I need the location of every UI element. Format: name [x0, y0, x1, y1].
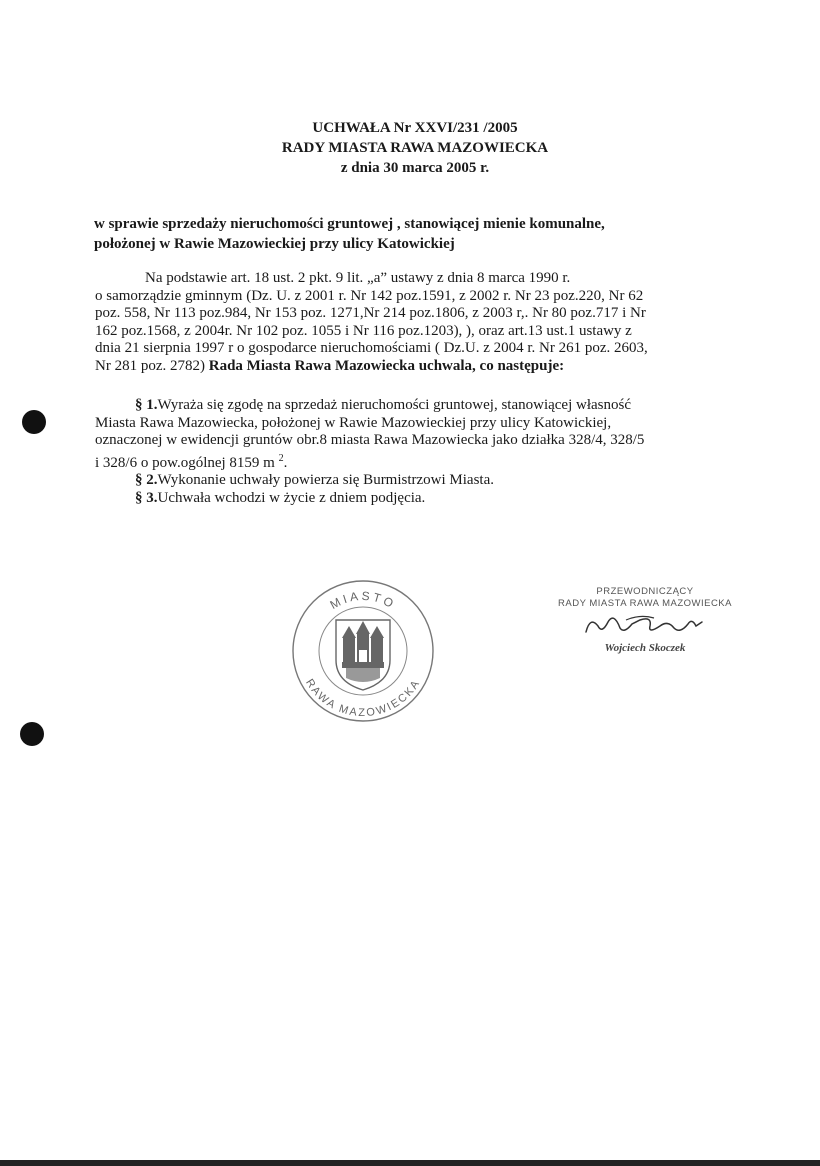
resolution-body [95, 270, 705, 507]
resolution-number: UCHWAŁA Nr XXVI/231 /2005 [312, 120, 518, 136]
section-2-label: § 2. [135, 472, 158, 488]
enacting-clause: Rada Miasta Rawa Mazowiecka uchwala, co następuje: [208, 357, 565, 374]
section-1-label: § 1. [135, 397, 158, 413]
punch-hole-bottom [20, 722, 44, 746]
preamble-line-1: Na podstawie art. 18 ust. 2 pkt. 9 lit. „a” ustawy z dnia 8 marca 1990 r. [145, 270, 571, 286]
subject-line-2: położonej w Rawie Mazowieckiej przy ulicy Katowickiej [94, 236, 455, 252]
section-3-label: § 3. [135, 489, 158, 506]
section-2: § 2.Wykonanie uchwały powierza się Burmistrzowi Miasta. [135, 472, 495, 488]
preamble-line-4: 162 poz.1568, z 2004r. Nr 102 poz. 1055 i Nr 116 poz.1203), ), oraz art.13 ust.1 ustawy z [95, 322, 632, 339]
council-name: RADY MIASTA RAWA MAZOWIECKA [281, 140, 549, 156]
chairman-council: RADY MIASTA RAWA MAZOWIECKA [558, 598, 732, 609]
preamble-line-5: dnia 21 sierpnia 1997 r o gospodarce nieruchomościami ( Dz.U. z 2004 r. Nr 261 poz. 2603, [95, 340, 648, 356]
resolution-header [200, 118, 630, 178]
section-3: § 3.Uchwała wchodzi w życie z dniem podjęcia. [135, 489, 426, 506]
resolution-date: z dnia 30 marca 2005 r. [340, 160, 490, 176]
section-1-line-3: oznaczonej w ewidencji gruntów obr.8 miasta Rawa Mazowiecka jako działka 328/4, 328/5 [95, 432, 645, 448]
city-seal [290, 578, 436, 724]
preamble-line-3: poz. 558, Nr 113 poz.984, Nr 153 poz. 1271,Nr 214 poz.1806, z 2003 r,. Nr 80 poz.717 i Nr [95, 305, 646, 321]
chairman-title: PRZEWODNICZĄCY [596, 586, 694, 597]
seal-top-text: MIASTO [327, 588, 399, 612]
handwritten-signature [580, 612, 710, 638]
area-superscript: 2 [278, 452, 284, 464]
subject-line-1: w sprawie sprzedaży nieruchomości gruntowej , stanowiącej mienie komunalne, [94, 216, 605, 232]
seal-bottom-text: RAWA MAZOWIECKA [303, 676, 423, 720]
preamble-line-6 [95, 358, 705, 376]
chairman-name: Wojciech Skoczek [604, 642, 686, 654]
section-1-line-1: § 1.Wyraża się zgodę na sprzedaż nieruchomości gruntowej, stanowiącej własność [135, 397, 631, 413]
preamble-citation-end: Nr 281 poz. 2782) [95, 357, 209, 374]
resolution-subject [94, 214, 694, 254]
section-1-line-4: i 328/6 o pow.ogólnej 8159 m $^2$. [95, 452, 288, 471]
preamble-line-2: o samorządzie gminnym (Dz. U. z 2001 r. Nr 142 poz.1591, z 2002 r. Nr 23 poz.220, Nr 62 [95, 287, 644, 304]
signature-block [540, 586, 750, 654]
punch-hole-top [22, 410, 46, 434]
section-1-line-2: Miasta Rawa Mazowiecka, położonej w Rawie Mazowieckiej przy ulicy Katowickiej, [95, 414, 612, 431]
scan-bottom-edge [0, 1160, 820, 1166]
